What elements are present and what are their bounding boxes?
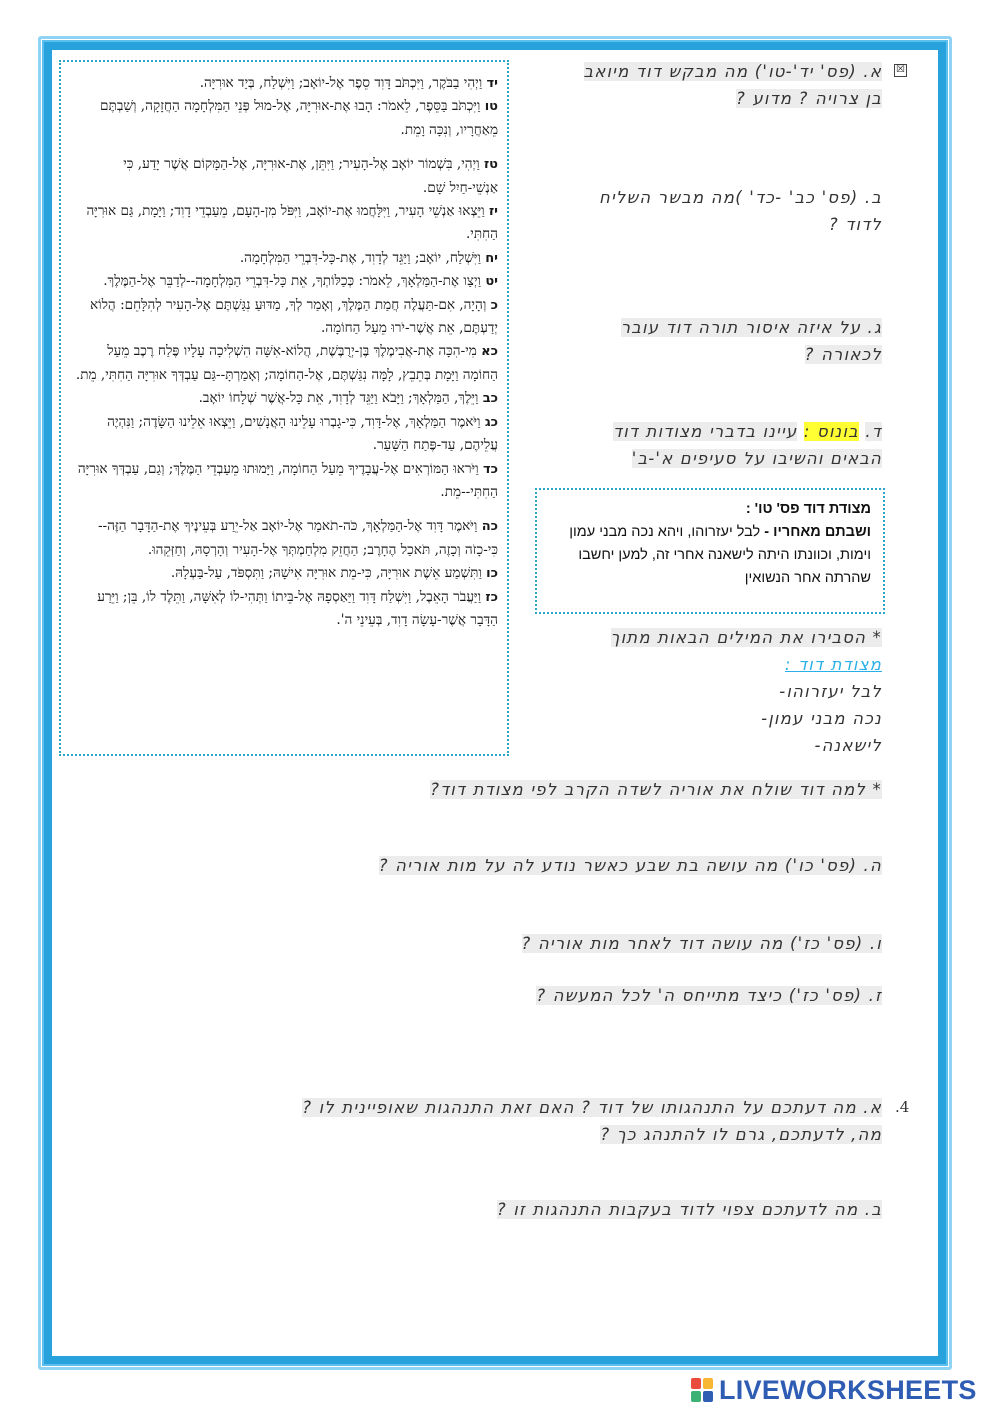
verse-text: וַיְצַו אֶת-הַמַּלְאָךְ, לֵאמֹר: כְּכַלּוֹתְךָ, אֵת כָּל-דִּבְרֵי הַמִּלְחָמָה--לְדַבֵּר אֶל-הַמֶּלֶךְ. [103, 273, 481, 290]
verse-text: וַיִּכְתֹּב בַּסֵּפֶר, לֵאמֹר: הָבוּ אֶת-אוּרִיָּה, אֶל-מוּל פְּנֵי הַמִּלְחָמָה הַחֲזָקָה, וְשַׁבְתֶּם מֵאַחֲרָיו, וְנִכָּה וָמֵת. [100, 98, 498, 138]
verse-14 [71, 72, 498, 95]
question-d-line2: הבאים והשיבו על סעיפים א'-ב' [631, 449, 882, 468]
verse-text: וַיְהִי, בִּשְׁמוֹר יוֹאָב אֶל-הָעִיר; וַיִּתֵּן, אֶת-אוּרִיָּה, אֶל-הַמָּקוֹם אֲשֶׁר יָדַע, כִּי אַנְשֵׁי-חַיִל שָׁם. [123, 156, 498, 196]
question-b-line1: ב. (פס' כב' -כד' )מה מבשר השליח [599, 188, 882, 207]
question-v [522, 930, 882, 957]
verse-16 [71, 153, 498, 200]
explain-word-3: לישאנה- [814, 736, 882, 755]
verse-number: כו [486, 566, 498, 582]
question-a [584, 58, 882, 112]
question-c-line1: ג. על איזה איסור תורה דוד עובר [620, 318, 882, 337]
verse-17 [71, 200, 498, 247]
verse-26 [71, 562, 498, 585]
why-question [430, 776, 882, 803]
verse-number: כג [484, 414, 498, 430]
bonus-label: בונוס : [803, 422, 859, 441]
verse-number: כד [482, 461, 498, 477]
question-4b-text: ב. מה לדעתכם צפוי לדוד בעקבות התנהגות זו ? [496, 1200, 882, 1219]
explain-source: מצודת דוד : [784, 655, 882, 674]
verse-text: וַיִּשְׁלַח, יוֹאָב; וַיַּגֵּד לְדָוִד, אֶת-כָּל-דִּבְרֵי הַמִּלְחָמָה. [239, 249, 481, 266]
verse-22 [71, 387, 498, 410]
question-v-text: ו. (פס' כז') מה עושה דוד לאחר מות אוריה ? [521, 934, 882, 953]
question-c [621, 314, 882, 368]
verse-text: וַיֵּצְאוּ אַנְשֵׁי הָעִיר, וַיִּלָּחֲמוּ אֶת-יוֹאָב, וַיִּפֹּל מִן-הָעָם, מֵעַבְדֵי דָוִד; וַיָּמָת, גַּם אוּרִיָּה הַחִתִּי. [86, 203, 498, 243]
verse-number: טו [484, 99, 498, 115]
verse-number: כא [481, 344, 498, 360]
liveworksheets-logo [691, 1374, 977, 1406]
commentary-keyword: ושבתם מאחריו - [764, 524, 871, 540]
verse-text: וַתִּשְׁמַע אֵשֶׁת אוּרִיָּה, כִּי-מֵת אוּרִיָּה אִישָׁהּ; וַתִּסְפֹּד, עַל-בַּעְלָהּ. [170, 565, 482, 582]
verse-27 [71, 586, 498, 633]
question-h [379, 852, 882, 879]
verse-25 [71, 515, 498, 562]
question-z-text: ז. (פס' כז') כיצד מתייחס ה' לכל המעשה ? [536, 986, 882, 1005]
checkbox-icon[interactable]: ☒ [894, 64, 907, 77]
verse-number: יט [485, 274, 498, 290]
question-c-line2: לכאורה ? [804, 345, 882, 364]
question-b [599, 184, 882, 238]
question-z [536, 982, 882, 1009]
commentary-box [535, 488, 885, 614]
question-a-line1: א. (פס' יד'-טו') מה מבקש דוד מיואב [583, 62, 882, 81]
question-4a [302, 1094, 882, 1148]
question-a-line2: בן צרויה ? מדוע ? [735, 89, 882, 108]
verse-text: וְהָיָה, אִם-תַּעֲלֶה חֲמַת הַמֶּלֶךְ, וְאָמַר לְךָ, מַדּוּעַ נִגַּשְׁתֶּם אֶל-הָעִיר לְהִלָּחֵם: הֲלוֹא יְדַעְתֶּם, אֵת אֲשֶׁר-יֹרוּ מֵעַל הַחוֹמָה. [89, 296, 498, 337]
verse-number: יח [485, 250, 498, 266]
explain-word-2: נכה מבני עמון- [761, 709, 882, 728]
commentary-title: מצודת דוד פס' טו' : [745, 501, 871, 517]
verse-20 [71, 294, 498, 341]
verse-23 [71, 411, 498, 458]
bible-passage-box [59, 60, 509, 756]
question-b-line2: לדוד ? [828, 215, 882, 234]
verse-text: וַיַּעֲבֹר הָאֵבֶל, וַיִּשְׁלַח דָּוִד וַיַּאַסְפָהּ אֶל-בֵּיתוֹ וַתְּהִי-לוֹ לְאִשָּׁה, וַתֵּלֶד לוֹ, בֵּן; וַיֵּרַע הַדָּבָר אֲשֶׁר-עָשָׂה דָוִד, בְּעֵינֵי ה'. [97, 588, 498, 628]
question-d-prefix: ד. [865, 422, 882, 441]
verse-19 [71, 270, 498, 293]
liveworksheets-logo-icon [691, 1378, 713, 1402]
verse-number: כב [482, 391, 498, 407]
verse-text: מִי-הִכָּה אֶת-אֲבִימֶלֶךְ בֶּן-יְרֻבֶּשֶׁת, הֲלוֹא-אִשָּׁה הִשְׁלִיכָה עָלָיו פֶּלַח רֶכֶב מֵעַל הַחוֹמָה וַיָּמָת בְּתֵבֵץ, לָמָּה נִגַּשְׁתֶּם, אֶל-הַחוֹמָה; וְאָמַרְתָּ--גַּם עַבְדְּךָ אוּרִיָּה הַחִתִּי, מֵת. [75, 343, 498, 383]
verse-15 [71, 95, 498, 142]
question-d-bonus [613, 418, 882, 472]
explain-word-1: לבל יעזרוהו- [779, 682, 882, 701]
liveworksheets-logo-text: LIVEWORKSHEETS [719, 1374, 977, 1405]
verse-number: כה [481, 519, 498, 535]
explain-instruction: * הסבירו את המילים הבאות מתוך [610, 628, 882, 647]
verse-number: יד [486, 76, 498, 91]
verse-text: וַיֹּאמֶר דָּוִד אֶל-הַמַּלְאָךְ, כֹּה-תֹאמַר אֶל-יוֹאָב אַל-יֵרַע בְּעֵינֶיךָ אֶת-הַדָּבָר הַזֶּה--כִּי-כָזֹה וְכָזֶה, תֹּאכַל הֶחָרֶב; הַחֲזֵק מִלְחַמְתְּךָ אֶל-הָעִיר וְהָרְסָהּ, וְחַזְּקֵהוּ. [97, 518, 498, 558]
verse-24 [71, 458, 498, 505]
commentary-text: לבל יעזרוהו, ויהא נכה מבני עמון וימות, וכוונתו היתה לישאנה אחרי זה, למען יחשבו שהרתה אחר הנשואין [569, 524, 871, 586]
question-4a-line2: מה, לדעתכם, גרם לו להתנהג כך ? [600, 1125, 882, 1144]
question-d-text: עיינו בדברי מצודות דוד [612, 422, 798, 441]
verse-number: טז [483, 157, 498, 173]
verse-text: וַיֵּלֶךְ, הַמַּלְאָךְ; וַיָּבֹא וַיַּגֵּד לְדָוִד, אֵת כָּל-אֲשֶׁר שְׁלָחוֹ יוֹאָב. [198, 390, 479, 407]
question-4a-line1: א. מה דעתכם על התנהגותו של דוד ? האם זאת התנהגות שאופיינית לו ? [302, 1098, 882, 1117]
question-h-text: ה. (פס' כו') מה עושה בת שבע כאשר נודע לה על מות אוריה ? [378, 856, 882, 875]
verse-number: יז [488, 204, 498, 220]
verse-number: כז [485, 589, 498, 605]
section-number-4: .4 [895, 1098, 910, 1116]
verse-18 [71, 247, 498, 270]
verse-number: כ [490, 297, 498, 313]
explain-words-section [611, 624, 882, 759]
verse-text: וַיְהִי בַבֹּקֶר, וַיִּכְתֹּב דָּוִד סֵפֶר אֶל-יוֹאָב; וַיִּשְׁלַח, בְּיַד אוּרִיָּה. [199, 75, 483, 91]
why-question-text: * למה דוד שולח את אוריה לשדה הקרב לפי מצודת דוד? [430, 780, 882, 799]
verse-text: וַיֹּראוּ הַמּוֹרְאִים אֶל-עֲבָדֶיךָ מֵעַל הַחוֹמָה, וַיָּמוּתוּ מֵעַבְדֵי הַמֶּלֶךְ; וְגַם, עַבְדְּךָ אוּרִיָּה הַחִתִּי--מֵת. [77, 460, 498, 500]
verse-text: וַיֹּאמֶר הַמַּלְאָךְ, אֶל-דָּוִד, כִּי-גָבְרוּ עָלֵינוּ הָאֲנָשִׁים, וַיֵּצְאוּ אֵלֵינוּ הַשָּׂדֶה; וַנִּהְיֶה עֲלֵיהֶם, עַד-פֶּתַח הַשָּׁעַר. [107, 413, 498, 454]
question-4b [497, 1196, 882, 1223]
verse-21 [71, 340, 498, 387]
